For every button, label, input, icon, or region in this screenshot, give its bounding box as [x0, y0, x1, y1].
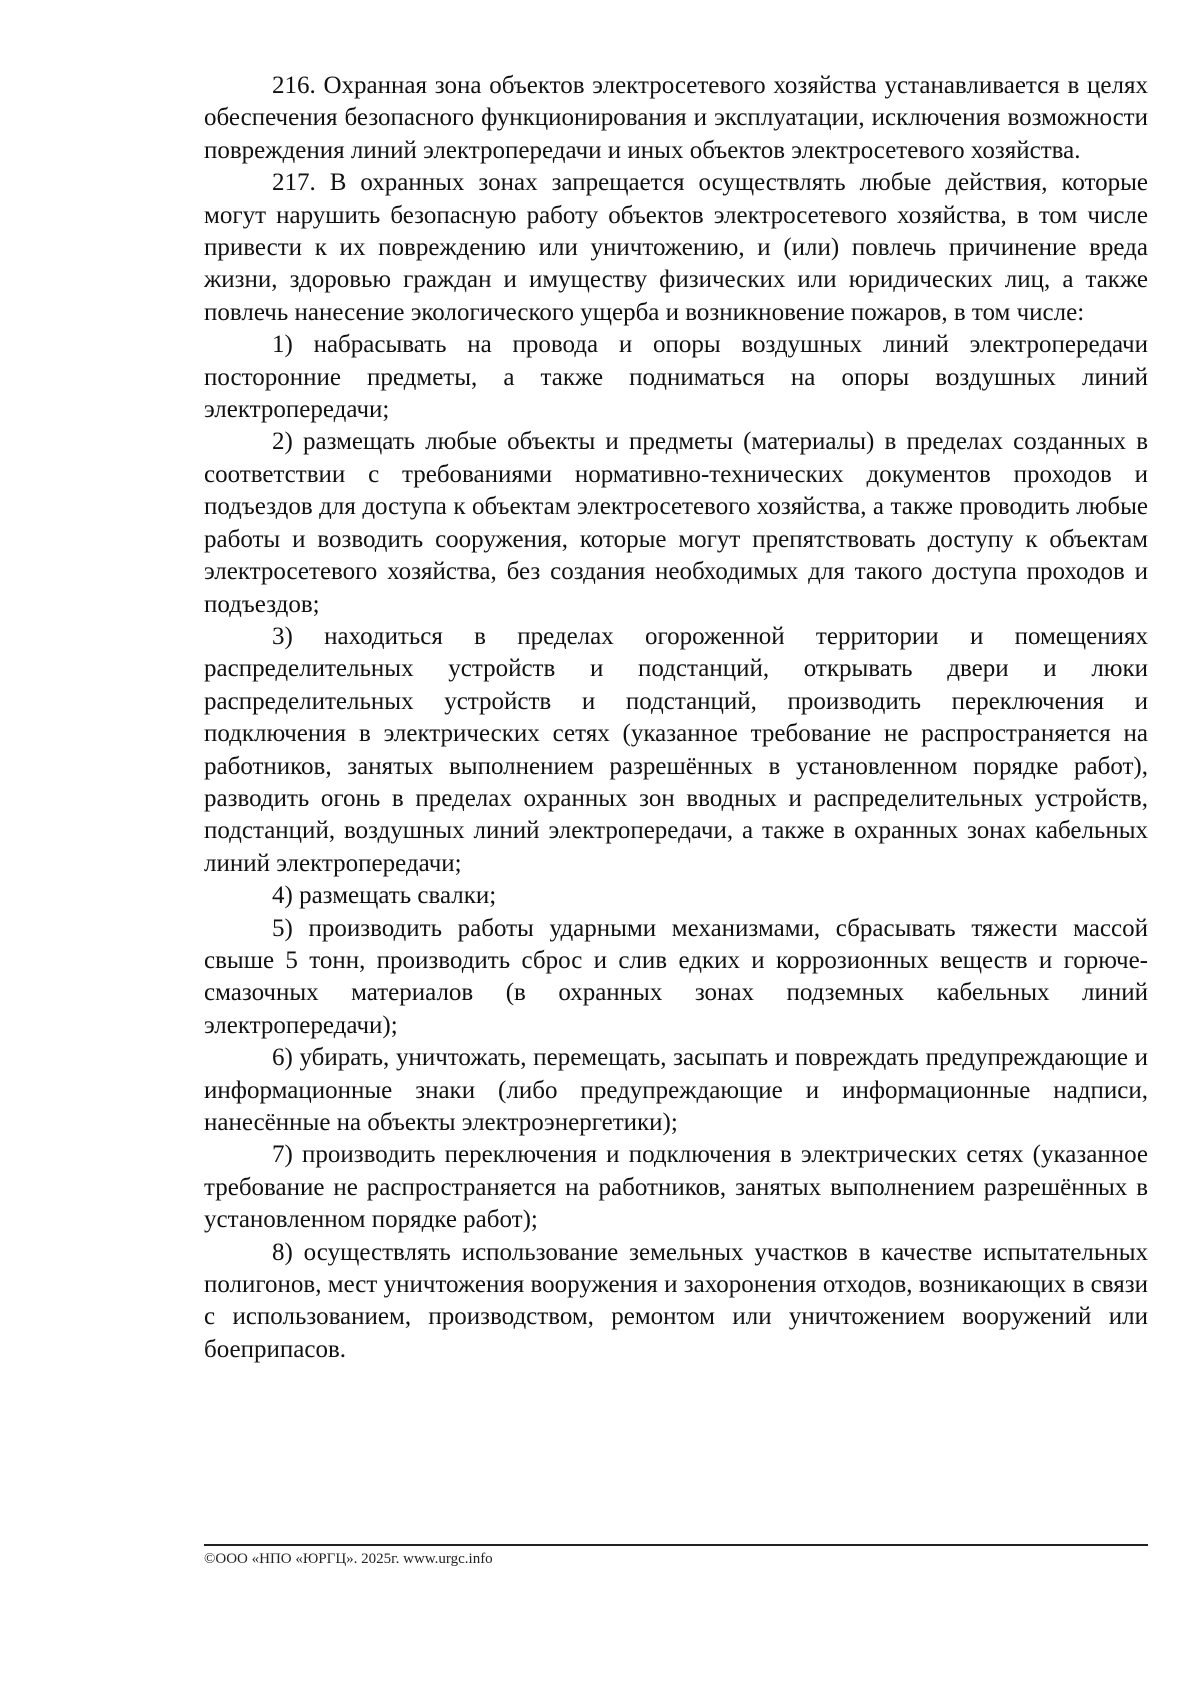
list-item-8: 8) осуществлять использование земельных участков в качестве испытательных полигонов, мест уничтожения вооружения и захоронения отходов, возникающих в связи с использованием, производством, ремонтом или уничтожением вооружений или боеприпасов.	[204, 1238, 1148, 1363]
list-item-3: 3) находиться в пределах огороженной территории и помещениях распределительных устройств и подстанций, открывать двери и люки распределительных устройств и подстанций, производить переключения и подключения в электрических сетях (указанное требование не распространяется на работников, занятых выполнением разрешённых в установленном порядке работ), разводить огонь в пределах охранных зон вводных и распределительных устройств, подстанций, воздушных линий электропередачи, а также в охранных зонах кабельных линий электропередачи;	[204, 622, 1148, 877]
list-item-1: 1) набрасывать на провода и опоры воздушных линий электропередачи посторонние предметы, а также подниматься на опоры воздушных линий электропередачи;	[204, 331, 1148, 424]
document-body	[204, 70, 1148, 1366]
list-item-5: 5) производить работы ударными механизмами, сбрасывать тяжести массой свыше 5 тонн, производить сброс и слив едких и коррозионных веществ и горюче-смазочных материалов (в охранных зонах подземных кабельных линий электропередачи);	[204, 914, 1148, 1039]
list-item-6: 6) убирать, уничтожать, перемещать, засыпать и повреждать предупреждающие и информационные знаки (либо предупреждающие и информационные надписи, нанесённые на объекты электроэнергетики);	[204, 1044, 1148, 1136]
footer-copyright: ©ООО «НПО «ЮРГЦ». 2025г. www.urgc.info	[204, 1551, 493, 1567]
footer-divider	[204, 1544, 1148, 1546]
list-item-2: 2) размещать любые объекты и предметы (материалы) в пределах созданных в соответствии с требованиями нормативно-технических документов проходов и подъездов для доступа к объектам электросетевого хозяйства, а также проводить любые работы и возводить сооружения, которые могут препятствовать доступу к объектам электросетевого хозяйства, без создания необходимых для такого доступа проходов и подъездов;	[204, 428, 1148, 618]
paragraph-217: 217. В охранных зонах запрещается осуществлять любые действия, которые могут нарушить безопасную работу объектов электросетевого хозяйства, в том числе привести к их повреждению или уничтожению, и (или) повлечь причинение вреда жизни, здоровью граждан и имуществу физических или юридических лиц, а также повлечь нанесение экологического ущерба и возникновение пожаров, в том числе:	[204, 169, 1148, 326]
paragraph-216: 216. Охранная зона объектов электросетевого хозяйства устанавливается в целях обеспечения безопасного функционирования и эксплуатации, исключения возможности повреждения линий электропередачи и иных объектов электросетевого хозяйства.	[204, 72, 1148, 164]
list-item-7: 7) производить переключения и подключения в электрических сетях (указанное требование не распространяется на работников, занятых выполнением разрешённых в установленном порядке работ);	[204, 1141, 1148, 1234]
list-item-4: 4) размещать свалки;	[272, 882, 497, 910]
